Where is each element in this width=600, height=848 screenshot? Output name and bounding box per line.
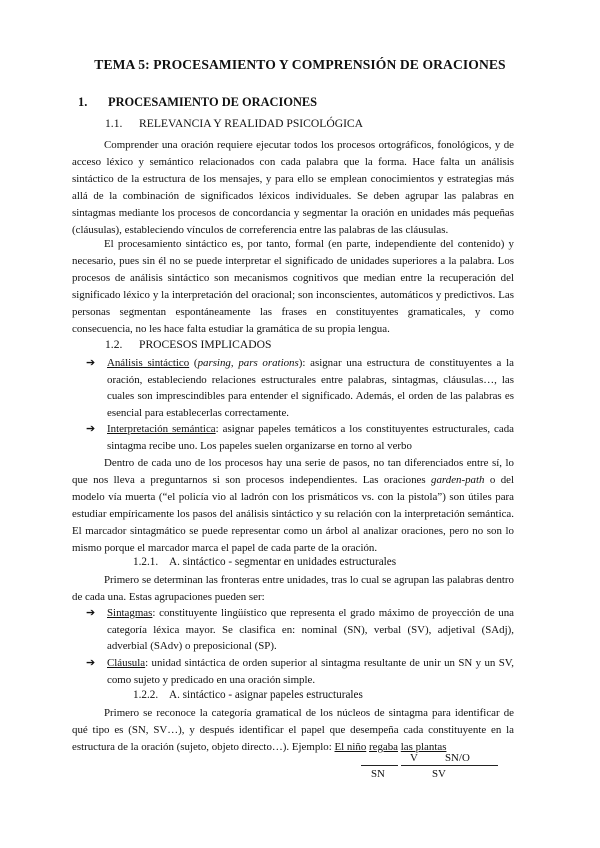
- example-label-v: V: [410, 752, 418, 764]
- section-heading-1: [78, 95, 317, 110]
- arrow-bullet-icon: ➔: [86, 357, 96, 369]
- arrow-bullet-icon: ➔: [86, 423, 96, 435]
- term: Cláusula: [107, 657, 146, 669]
- paragraph-assign-roles: Primero se reconoce la categoría gramatical de los núcleos de sintagma para identificar de qué tipo es (SN, SV…), y después identificar el papel que desempeña cada constituyente en la estructura de la oración (sujeto, objeto directo…). Ejemplo: El niño regaba las plantas: [72, 707, 514, 753]
- arrow-bullet-icon: ➔: [86, 657, 96, 669]
- subsection-heading-1-2-2: [133, 689, 363, 701]
- subsection-label: A. sintáctico - segmentar en unidades estructurales: [169, 556, 397, 568]
- section-number: 1.: [78, 95, 88, 109]
- example-underline-sn: [361, 765, 398, 766]
- subsection-number: 1.2.1.: [133, 556, 159, 568]
- bullet-clausula: ➔ Cláusula: unidad sintáctica de orden superior al sintagma resultante de unir un SN y un SV, como sujeto y predicado en una oración simple.: [86, 657, 514, 686]
- example-label-sn-o: SN/O: [445, 752, 470, 764]
- term: Sintagmas: [107, 607, 153, 619]
- paragraph-processes: Dentro de cada uno de los procesos hay una serie de pasos, no tan diferenciados entre sí, lo que nos lleva a preguntarnos si son procesos independientes. Las oraciones garden-path o del modelo vía muerta (“el policía vio al ladrón con los prismáticos vs. con la pistola”) son útiles para estudiar empíricamente los pasos del análisis sintáctico y su relación con la interpretación semántica. El marcador sintagmático se puede representar como un árbol al analizar oraciones, pero no son lo mismo porque el marcador marca el papel de cada parte de la oración.: [72, 457, 515, 554]
- subsection-label: PROCESOS IMPLICADOS: [139, 338, 272, 351]
- term-italic: parsing, pars orations: [197, 357, 299, 369]
- example-word-las-plantas: las plantas: [400, 740, 447, 753]
- paragraph-segment: Primero se determinan las fronteras entre unidades, tras lo cual se agrupan las palabras dentro de cada una. Estas agrupaciones pueden ser:: [72, 574, 514, 603]
- page-title: TEMA 5: PROCESAMIENTO Y COMPRENSIÓN DE ORACIONES: [94, 57, 506, 72]
- example-word-regaba: regaba: [369, 740, 399, 753]
- bullet-semantic-interpretation: ➔ Interpretación semántica: asignar papeles temáticos a los constituyentes estructurales, cada sintagma recibe uno. Los papeles suelen organizarse en torno al verbo: [86, 423, 515, 452]
- subsection-heading-1-2-1: [133, 556, 396, 568]
- subsection-number: 1.2.: [105, 338, 123, 351]
- bullet-sintagmas: ➔ Sintagmas: constituyente lingüístico que representa el grado máximo de proyección de una categoría léxica mayor. Se clasifica en: nominal (SN), verbal (SV), adjetival (SAdj), adverbial (SAdv) o preposicional (SP).: [86, 607, 514, 653]
- section-label: PROCESAMIENTO DE ORACIONES: [108, 95, 318, 109]
- example-word-el-nino: El niño: [334, 740, 367, 753]
- bullet-syntactic-analysis: ➔ Análisis sintáctico (parsing, pars orations): asignar una estructura de constituyentes a la oración, estableciendo relaciones estructurales entre palabras, sintagmas, cláusulas…, las cuales son imprescindibles para entender el significado. Además, el orden de las palabras es esencial para establecerlas correctamente.: [86, 357, 514, 419]
- term: Interpretación semántica: [107, 423, 216, 435]
- subsection-number: 1.2.2.: [133, 689, 159, 701]
- subsection-number: 1.1.: [105, 117, 123, 130]
- subsection-heading-1-2: [105, 338, 271, 351]
- example-label-sv: SV: [432, 768, 446, 780]
- arrow-bullet-icon: ➔: [86, 607, 96, 619]
- example-underline-sv: [401, 765, 498, 766]
- subsection-label: RELEVANCIA Y REALIDAD PSICOLÓGICA: [139, 117, 364, 130]
- subsection-heading-1-1: [105, 117, 363, 130]
- term: Análisis sintáctico: [107, 357, 190, 369]
- paragraph-relevance: Comprender una oración requiere ejecutar todos los procesos ortográficos, fonológicos, y de acceso léxico y semántico relacionados con cada palabra que la forma. Hace falta un análisis sintáctico de la estructura de los mensajes, y para ello se emplean conocimientos y estrategias más allá de la combinación de significados léxicos individuales. Se deben agrupar las palabras en sintagmas mediante los procesos de concordancia y segmentar la oración en unidades más pequeñas (cláusulas), estableciendo vínculos de correferencia entre las palabras de las cláusulas.: [72, 139, 514, 236]
- example-label-sn: SN: [371, 768, 385, 780]
- paragraph-syntactic-processing: El procesamiento sintáctico es, por tanto, formal (en parte, independiente del contenido) y necesario, pues sin él no se puede interpretar el significado de unidades superiores a la palabra. Los procesos de análisis sintáctico son mecanismos cognitivos que median entre la recuperación del significado léxico y la interpretación del oracional; son inconscientes, automáticos y predictivos. Las personas segmentan espontáneamente las frases en constituyentes gramaticales, y como consecuencia, no les hace falta estudiar la gramática de su propia lengua.: [72, 238, 514, 335]
- subsection-label: A. sintáctico - asignar papeles estructurales: [169, 689, 363, 701]
